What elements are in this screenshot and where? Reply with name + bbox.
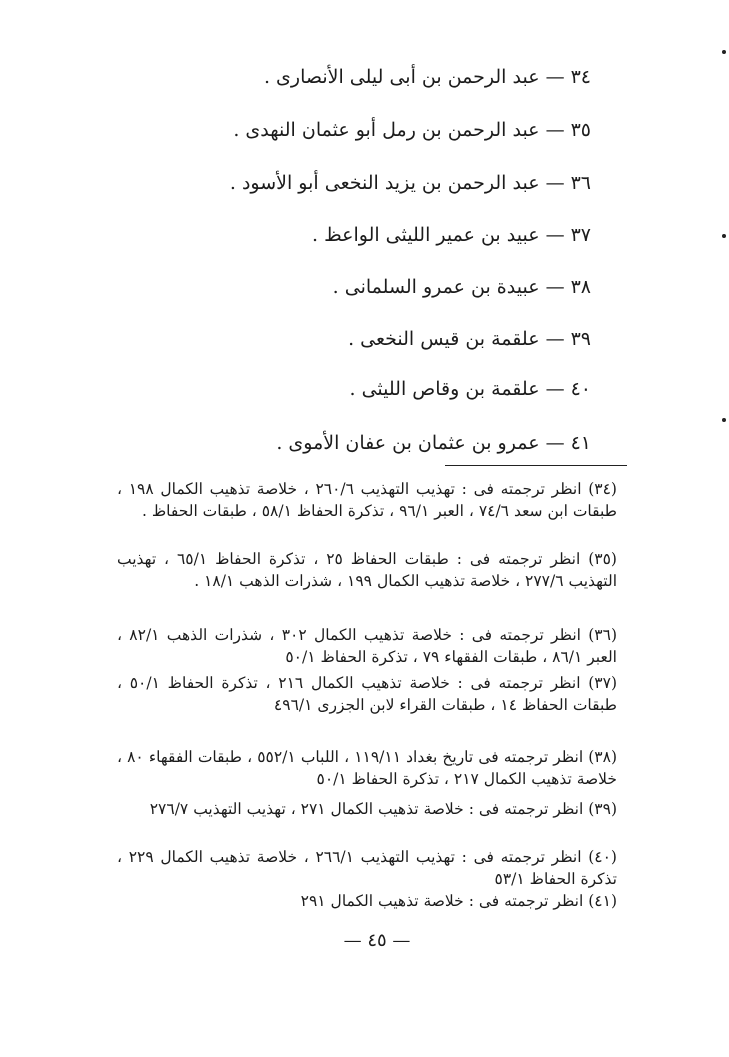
- footnote-separator: [445, 465, 627, 466]
- entry-37: [312, 224, 591, 246]
- footnote-39: (٣٩) انظر ترجمته فى : خلاصة تذهيب الكمال ٢٧١ ، تهذيب التهذيب ٢٧٦/٧: [149, 800, 617, 818]
- entry-35: [233, 119, 591, 141]
- entry-40: [350, 378, 592, 400]
- entry-text: — عبد الرحمن بن رمل أبو عثمان النهدى .: [233, 119, 565, 141]
- entry-39: [348, 328, 591, 350]
- footnote-35: (٣٥) انظر ترجمته فى : طبقات الحفاظ ٢٥ ، تذكرة الحفاظ ٦٥/١ ، تهذيب التهذيب ٢٧٧/٦ ، خلاصة تذهيب الكمال ١٩٩ ، شذرات الذهب ١٨/١ .: [117, 550, 617, 590]
- entry-number: ٣٥: [570, 119, 591, 141]
- entry-number: ٤١: [570, 432, 591, 454]
- entry-number: ٣٤: [570, 66, 591, 88]
- entry-text: — علقمة بن قيس النخعى .: [348, 328, 565, 350]
- scan-speck: [722, 50, 726, 54]
- entry-34: [264, 66, 591, 88]
- entry-number: ٣٧: [570, 224, 591, 246]
- scan-speck: [722, 418, 726, 422]
- entry-text: — عبد الرحمن بن يزيد النخعى أبو الأسود .: [229, 172, 565, 194]
- page-number: — ٤٥ —: [343, 930, 411, 951]
- entry-number: ٤٠: [570, 378, 591, 400]
- footnote-38: (٣٨) انظر ترجمته فى تاريخ بغداد ١١٩/١١ ، اللباب ٥٥٢/١ ، طبقات الفقهاء ٨٠ ، خلاصة تذهيب الكمال ٢١٧ ، تذكرة الحفاظ ٥٠/١: [117, 748, 617, 788]
- entry-text: — عبيدة بن عمرو السلمانى .: [332, 276, 565, 298]
- footnote-36: (٣٦) انظر ترجمته فى : خلاصة تذهيب الكمال ٣٠٢ ، شذرات الذهب ٨٢/١ ، العبر ٨٦/١ ، طبقات الفقهاء ٧٩ ، تذكرة الحفاظ ٥٠/١: [117, 626, 617, 666]
- scan-speck: [722, 234, 726, 238]
- entry-36: [230, 172, 591, 194]
- footnote-34: (٣٤) انظر ترجمته فى : تهذيب التهذيب ٢٦٠/٦ ، خلاصة تذهيب الكمال ١٩٨ ، طبقات ابن سعد ٧٤/٦ ، العبر ٩٦/١ ، تذكرة الحفاظ ٥٨/١ ، طبقات الحفاظ .: [117, 480, 617, 520]
- entry-41: [276, 432, 591, 454]
- entry-text: — عمرو بن عثمان بن عفان الأموى .: [276, 432, 565, 454]
- entry-38: [333, 276, 591, 298]
- entry-number: ٣٦: [570, 172, 591, 194]
- entry-number: ٣٩: [570, 328, 591, 350]
- entry-number: ٣٨: [570, 276, 591, 298]
- entry-text: — عبيد بن عمير الليثى الواعظ .: [312, 224, 565, 246]
- entry-text: — علقمة بن وقاص الليثى .: [349, 378, 565, 400]
- footnote-40: (٤٠) انظر ترجمته فى : تهذيب التهذيب ٢٦٦/١ ، خلاصة تذهيب الكمال ٢٢٩ ، تذكرة الحفاظ ٥٣/١: [117, 848, 617, 888]
- footnote-37: (٣٧) انظر ترجمته فى : خلاصة تذهيب الكمال ٢١٦ ، تذكرة الحفاظ ٥٠/١ ، طبقات الحفاظ ١٤ ، طبقات القراء لابن الجزرى ٤٩٦/١: [117, 674, 617, 714]
- entry-text: — عبد الرحمن بن أبى ليلى الأنصارى .: [263, 66, 565, 88]
- footnote-41: (٤١) انظر ترجمته فى : خلاصة تذهيب الكمال ٢٩١: [300, 892, 617, 910]
